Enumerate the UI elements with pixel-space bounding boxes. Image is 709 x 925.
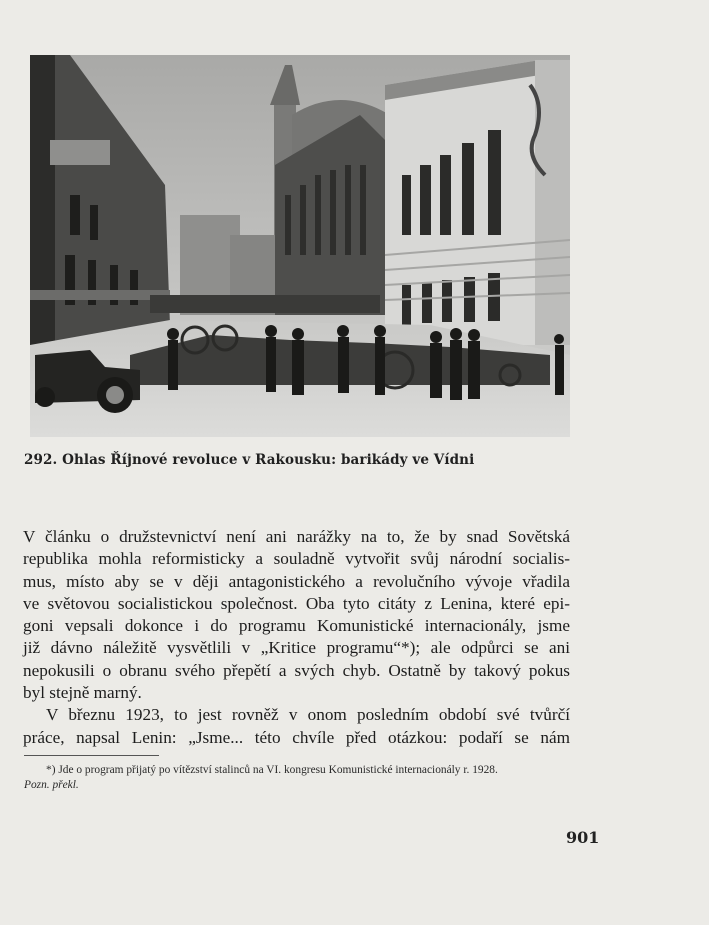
text-line: byl stejně marný. [23,683,142,703]
text-line: mus, místo aby se v ději antagonistického a revolučního vývoje vřadila [23,571,570,591]
text-line: práce, napsal Lenin: „Jsme... této chvíle před otázkou: podaří se nám [23,727,570,747]
text-line: již dávno náležitě vysvětlili v „Kritice programu“*); ale odpůrci se ani [23,638,570,658]
text-line: ve světovou socialistickou společnost. Oba tyto citáty z Lenina, které epi- [23,593,570,613]
figure-caption: 292. Ohlas Říjnové revoluce v Rakousku: barikády ve Vídni [24,452,475,468]
text-line: V březnu 1923, to jest rovněž v onom posledním období své tvůrčí [46,705,570,725]
footnote-text: *) Jde o program přijatý po vítězství stalinců na VI. kongresu Komunistické internacionály r. 1928. [46,764,498,776]
footnote-divider [24,755,159,756]
barricade-street-photo [30,55,570,437]
text-line: nepokusili o obranu svého přepětí a svých chyb. Ostatně by takový pokus [23,660,570,680]
text-line: republika mohla reformisticky a souladně vytvořit svůj národní socialis- [23,549,570,569]
body-text [23,526,570,749]
footnote [24,763,572,793]
page-number: 901 [566,828,600,847]
text-line: V článku o družstevnictví není ani narážky na to, že by snad Sovětská [23,527,570,546]
text-line: goni vepsali dokonce i do programu Komunistické internacionály, jsme [23,616,570,636]
historical-photograph [30,55,570,437]
footnote-note: Pozn. překl. [24,779,79,791]
